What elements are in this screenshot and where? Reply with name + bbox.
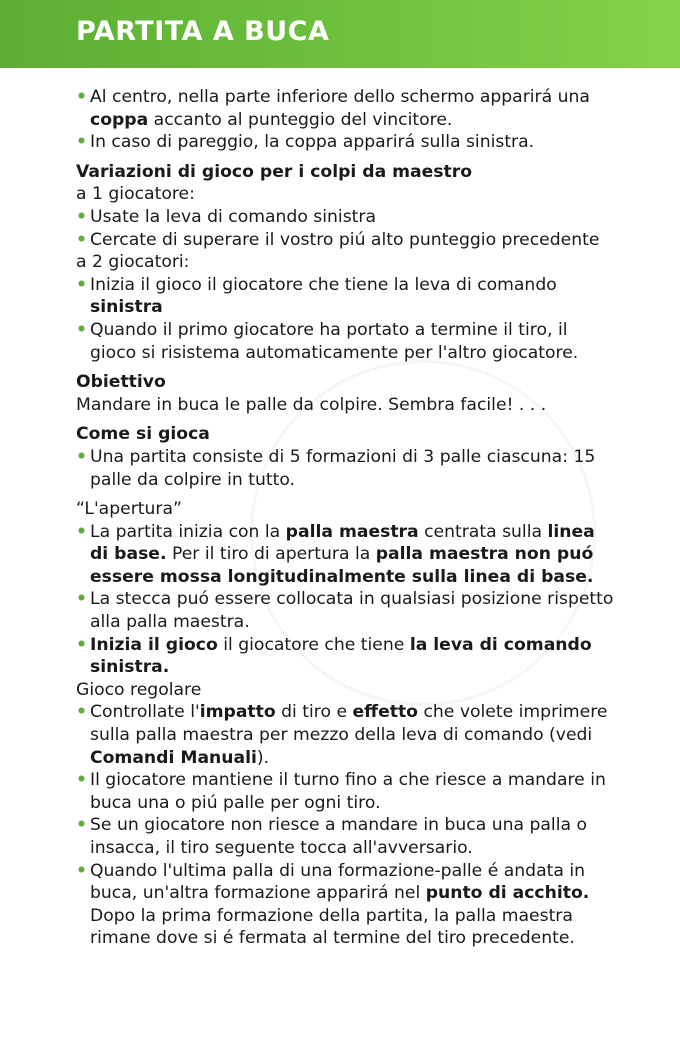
bullet-item — [76, 814, 616, 859]
text-run: La stecca puó essere collocata in qualsiasi posizione rispetto alla palla maestra. — [90, 589, 614, 633]
text-run: Usate la leva di comando sinistra — [90, 206, 376, 227]
bold-text: Comandi Manuali — [90, 747, 257, 768]
bullet-dot-icon: • — [76, 206, 87, 227]
apertura-list — [76, 521, 616, 679]
text-run: Se un giocatore non riesce a mandare in buca una palla o insacca, il tiro seguente tocca all'avversario. — [90, 815, 587, 858]
manual-body — [76, 86, 616, 950]
regolare-list — [76, 701, 616, 950]
text-run: In caso di pareggio, la coppa apparirá sulla sinistra. — [90, 132, 535, 153]
one-player-list — [76, 206, 616, 251]
page-header — [0, 0, 680, 68]
bullet-dot-icon: • — [76, 274, 87, 295]
text-run: Quando l'ultima palla di una formazione-palle é andata in buca, un'altra formazione apparirá nel — [90, 860, 586, 904]
bold-text: impatto — [199, 702, 276, 723]
bold-text: punto di acchito. — [425, 883, 590, 904]
bullet-dot-icon: • — [76, 521, 87, 542]
text-run: che volete imprimere sulla palla maestra per mezzo della leva di comando (vedi — [90, 702, 608, 746]
one-player-label: a 1 giocatore: — [76, 184, 195, 205]
regolare-label: Gioco regolare — [76, 679, 202, 700]
bullet-item — [76, 206, 616, 229]
come-si-gioca-heading: Come si gioca — [76, 424, 210, 445]
bullet-item — [76, 769, 616, 814]
text-run: Per il tiro di apertura la — [166, 544, 376, 565]
bold-text: coppa — [90, 109, 149, 130]
text-run: Dopo la prima formazione della partita, la palla maestra rimane dove si é fermata al termine del tiro precedente. — [90, 905, 575, 949]
bullet-dot-icon: • — [76, 815, 87, 836]
bold-text: sinistra — [90, 297, 163, 318]
intro-list — [76, 86, 616, 154]
bullet-item — [76, 634, 616, 679]
text-run: Cercate di superare il vostro piú alto punteggio precedente — [90, 229, 600, 250]
bullet-item — [76, 274, 616, 319]
bullet-dot-icon: • — [76, 702, 87, 723]
bullet-dot-icon: • — [76, 634, 87, 655]
text-run: La partita inizia con la — [90, 521, 286, 542]
text-run: Inizia il gioco il giocatore che tiene la leva di comando — [90, 274, 557, 295]
text-run: Quando il primo giocatore ha portato a termine il tiro, il gioco si risistema automaticamente per l'altro giocatore. — [90, 319, 579, 363]
bullet-dot-icon: • — [76, 132, 87, 153]
obiettivo-text: Mandare in buca le palle da colpire. Sembra facile! . . . — [76, 394, 547, 415]
text-run: Una partita consiste di 5 formazioni di 3 palle ciascuna: 15 palle da colpire in tutto. — [90, 446, 596, 490]
bullet-dot-icon: • — [76, 319, 87, 340]
bold-text: linea di base. — [90, 521, 595, 565]
bullet-dot-icon: • — [76, 770, 87, 791]
text-run: Controllate l' — [90, 702, 200, 723]
text-run: ). — [256, 747, 270, 768]
bullet-dot-icon: • — [76, 589, 87, 610]
bullet-dot-icon: • — [76, 229, 87, 250]
bold-text: la leva di comando sinistra. — [90, 634, 592, 678]
two-player-list — [76, 274, 616, 364]
bullet-dot-icon: • — [76, 860, 87, 881]
bullet-item — [76, 319, 616, 364]
bullet-item — [76, 521, 616, 589]
bold-text: effetto — [352, 702, 418, 723]
bullet-item — [76, 86, 616, 131]
text-run: centrata sulla — [418, 521, 548, 542]
bullet-item — [76, 446, 616, 491]
bullet-item — [76, 701, 616, 769]
bold-text: palla maestra — [285, 521, 419, 542]
variazioni-heading: Variazioni di gioco per i colpi da maestro — [76, 161, 473, 182]
bold-text: Inizia il gioco — [90, 634, 218, 655]
bullet-item — [76, 860, 616, 950]
text-run: accanto al punteggio del vincitore. — [148, 109, 453, 130]
bullet-dot-icon: • — [76, 87, 87, 107]
text-run: Il giocatore mantiene il turno fino a che riesce a mandare in buca una o piú palle per ogni tiro. — [90, 770, 606, 813]
text-run: Al centro, nella parte inferiore dello schermo apparirá una — [90, 87, 590, 107]
two-player-label: a 2 giocatori: — [76, 252, 190, 273]
come-si-gioca-list — [76, 446, 616, 491]
text-run: il giocatore che tiene — [217, 634, 410, 655]
bullet-dot-icon: • — [76, 446, 87, 467]
bold-text: palla maestra non puó essere mossa longitudinalmente sulla linea di base. — [90, 544, 594, 587]
bullet-item — [76, 131, 616, 154]
bullet-item — [76, 229, 616, 252]
obiettivo-heading: Obiettivo — [76, 372, 166, 393]
bullet-item — [76, 588, 616, 633]
apertura-label: “L'apertura” — [76, 499, 182, 520]
page-title: PARTITA A BUCA — [76, 16, 330, 47]
text-run: di tiro e — [275, 702, 353, 723]
